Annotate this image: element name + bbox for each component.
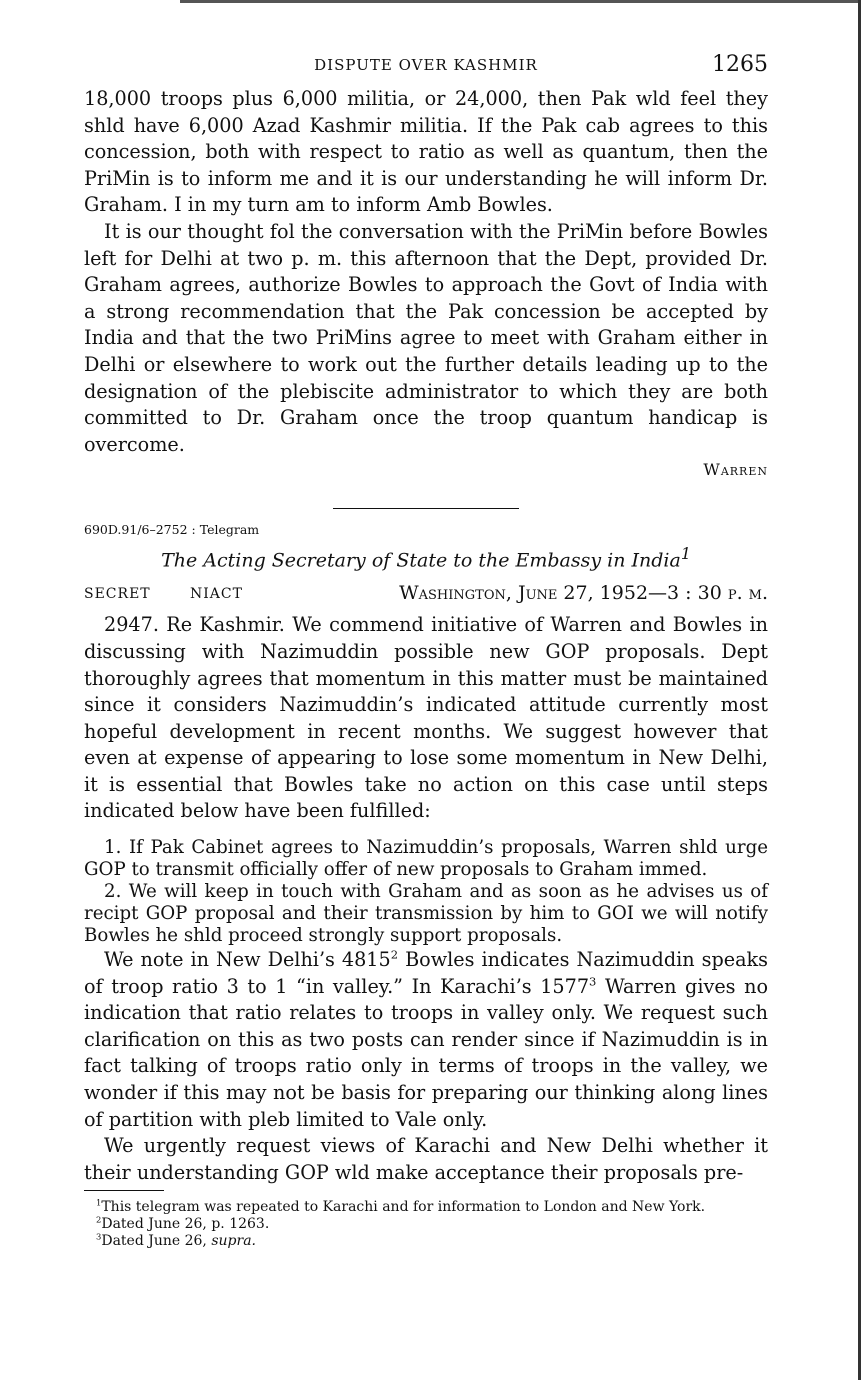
list-item: 1. If Pak Cabinet agrees to Nazimuddin’s proposals, Warren shld urge GOP to transmit officially offer of new proposals to Graham immed. (84, 837, 768, 881)
footnote (84, 1233, 768, 1250)
footnote-ref-1: 1 (680, 544, 691, 564)
footnote-ref-2: 2 (390, 947, 399, 962)
paragraph-2: It is our thought fol the conversation with the PriMin before Bowles left for Delhi at two p. m. this afternoon that the Dept, provided Dr. Graham agrees, authorize Bowles to approach the Govt of India with a strong recommendation that the Pak concession be accepted by India and that the two PriMins agree to meet with Graham either in Delhi or elsewhere to work out the further details leading up to the designation of the plebiscite administrator to which they are both committed to Dr. Graham once the troop quantum handicap is overcome. (84, 219, 768, 456)
page-number: 1265 (712, 52, 768, 77)
signature-text: Warren (703, 460, 768, 480)
running-header (84, 52, 768, 86)
document-title-text: The Acting Secretary of State to the Embassy in India (161, 549, 681, 572)
paragraph-5: We urgently request views of Karachi and New Delhi whether it their understanding GOP wld make acceptance their proposals pre- (84, 1134, 768, 1184)
footnote (84, 1216, 768, 1233)
document-title (84, 544, 768, 582)
paragraph-4-part-b: Bowles indicates Nazimuddin speaks of troop ratio 3 to 1 “in valley.” In Karachi’s 1577 (84, 948, 768, 998)
running-title: DISPUTE OVER KASHMIR (314, 56, 538, 74)
footnote-text: Dated June 26, p. 1263. (101, 1216, 270, 1233)
section-divider (333, 508, 519, 509)
footnote-ref-3: 3 (589, 974, 597, 989)
paragraph-4-part-c: Warren gives no indication that ratio relates to troops in valley only. We request such clarification on this as two posts can render since if Nazimuddin is in fact talking of troops ratio only in terms of troops in the valley, we wonder if this may not be basis for preparing our thinking along lines of partition with pleb limited to Vale only. (84, 974, 768, 1131)
paragraph-3: 2947. Re Kashmir. We commend initiative of Warren and Bowles in discussing with Nazimuddin possible new GOP proposals. Dept thoroughly agrees that momentum in this matter must be maintained since it considers Nazimuddin’s indicated attitude currently most hopeful development in recent months. We suggest however that even at expense of appearing to lose some momentum in New Delhi, it is essential that Bowles take no action on this case until steps indicated below have been fulfilled: (84, 613, 768, 823)
paragraph-1: 18,000 troops plus 6,000 militia, or 24,000, then Pak wld feel they shld have 6,000 Azad Kashmir militia. If the Pak cab agrees to this concession, both with respect to ratio as well as quantum, then the PriMin is to inform me and it is our understanding he will inform Dr. Graham. I in my turn am to inform Amb Bowles. (84, 87, 768, 217)
classification: SECRET (84, 586, 151, 603)
dateline (84, 582, 768, 612)
document-page (84, 52, 768, 1250)
document-id: 690D.91/6–2752 : Telegram (84, 522, 260, 538)
precedence: NIACT (190, 586, 243, 603)
signature-warren (84, 460, 768, 488)
footnote-divider (84, 1190, 164, 1191)
page-top-edge (180, 0, 861, 3)
paragraph-4 (84, 947, 768, 1133)
date-time: Washington, June 27, 1952—3 : 30 p. m. (399, 582, 768, 605)
numbered-list (84, 837, 768, 947)
footnote-text: Dated June 26, (101, 1233, 212, 1250)
footnote-mark: 2 (96, 1214, 102, 1225)
footnote-italic: supra. (211, 1233, 256, 1250)
footnote-text: This telegram was repeated to Karachi and for information to London and New York. (101, 1199, 706, 1216)
list-item: 2. We will keep in touch with Graham and as soon as he advises us of recipt GOP proposal and their transmission by him to GOI we will notify Bowles he shld proceed strongly support proposals. (84, 881, 768, 947)
footnote-mark: 1 (96, 1197, 102, 1208)
footnote-mark: 3 (96, 1231, 102, 1242)
footnote (84, 1199, 768, 1216)
paragraph-4-part-a: We note in New Delhi’s 4815 (104, 948, 391, 972)
